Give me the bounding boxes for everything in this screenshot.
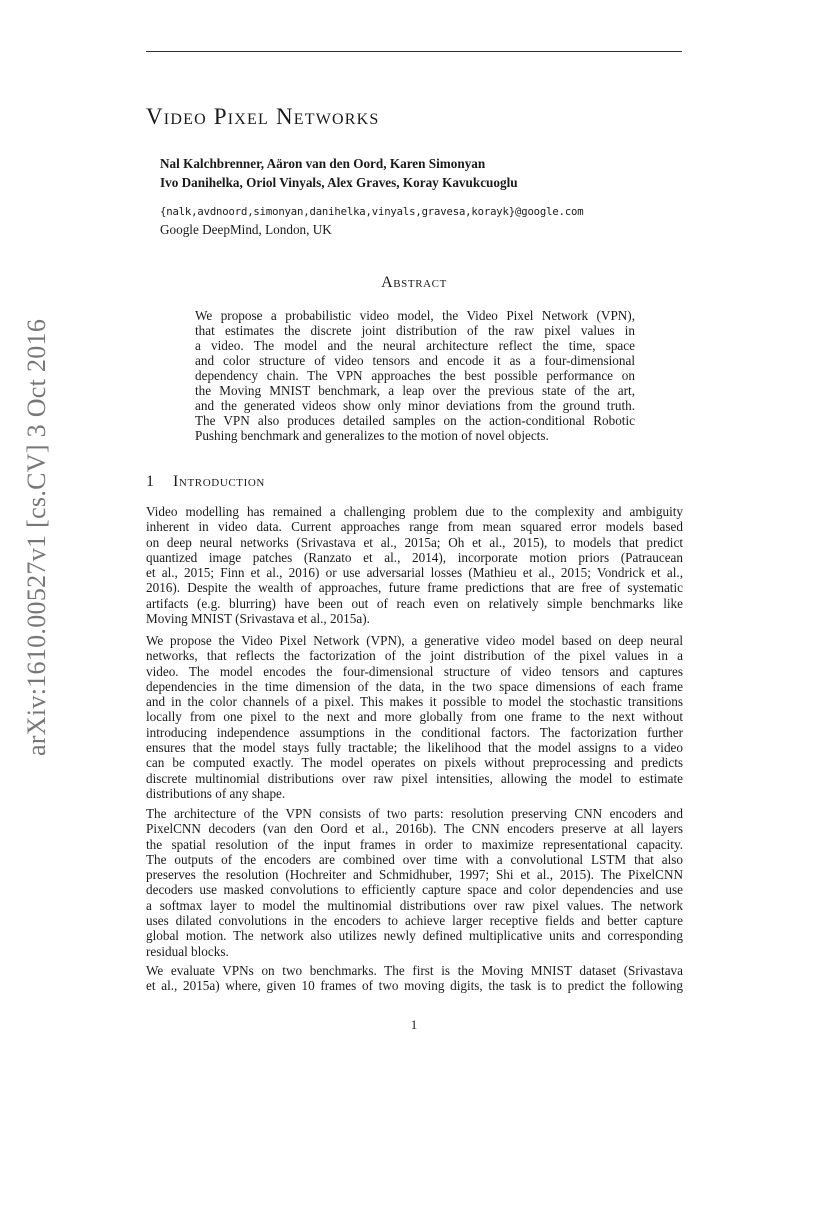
paragraph-line: Video modelling has remained a challenging problem due to the complexity and ambiguity (146, 504, 683, 519)
paragraph-line: preserves the resolution (Hochreiter and Schmidhuber, 1997; Shi et al., 2015). The PixelCNN (146, 867, 683, 883)
abstract-line: the Moving MNIST benchmark, a leap over the previous state of the art, (195, 383, 635, 398)
section-number: 1 (146, 473, 154, 490)
section-title: Introduction (173, 473, 265, 490)
top-rule (146, 51, 682, 52)
paragraph-line: et al., 2015; Finn et al., 2016) or use adversarial losses (Mathieu et al., 2015; Vondrick et al., (146, 565, 683, 581)
paragraph-line: on deep neural networks (Srivastava et al., 2015a; Oh et al., 2015), to models that predict (146, 534, 683, 550)
author-line: Ivo Danihelka, Oriol Vinyals, Alex Graves, Koray Kavukcuoglu (160, 175, 518, 190)
paragraph-line: can be computed exactly. The model operates on pixels without preprocessing and predicts (146, 755, 683, 771)
paragraph-line: Moving MNIST (Srivastava et al., 2015a). (146, 611, 370, 627)
paragraph-line: uses dilated convolutions in the encoders to achieve larger receptive fields and better capture (146, 913, 683, 929)
paragraph-line: distributions of any shape. (146, 785, 286, 801)
paper-title: Video Pixel Networks (146, 104, 380, 129)
paragraph-line: introducing independence assumptions in the conditional factors. The factorization further (146, 724, 683, 740)
author-emails: {nalk,avdnoord,simonyan,danihelka,vinyals,gravesa,korayk}@google.com (160, 206, 584, 218)
paragraph-line: PixelCNN decoders (van den Oord et al., 2016b). The CNN encoders preserve at all layers (146, 821, 683, 837)
abstract-line: that estimates the discrete joint distribution of the raw pixel values in (195, 323, 635, 338)
abstract-line: The VPN also produces detailed samples on the action-conditional Robotic (195, 413, 635, 428)
abstract-line: dependency chain. The VPN approaches the best possible performance on (195, 368, 635, 383)
abstract-body (195, 308, 635, 443)
paragraph-line: The outputs of the encoders are combined over time with a convolutional LSTM that also (146, 851, 683, 867)
paragraph-line: et al., 2015a) where, given 10 frames of two moving digits, the task is to predict the following (146, 978, 683, 994)
author-list (160, 154, 518, 192)
paragraph-line: artifacts (e.g. blurring) have been out of reach even on relatively simple benchmarks like (146, 595, 683, 611)
paragraph-line: The architecture of the VPN consists of two parts: resolution preserving CNN encoders and (146, 806, 683, 821)
paragraph-line: inherent in video data. Current approaches range from mean squared error models based (146, 519, 683, 535)
author-line: Nal Kalchbrenner, Aäron van den Oord, Karen Simonyan (160, 156, 486, 171)
paragraph-line: discrete multinomial distributions over raw pixel intensities, allowing the model to estimate (146, 770, 683, 786)
abstract-line: and color structure of video tensors and encode it as a four-dimensional (195, 353, 635, 368)
intro-paragraph (146, 963, 683, 994)
affiliation: Google DeepMind, London, UK (160, 222, 332, 237)
intro-paragraph (146, 633, 683, 801)
paragraph-line: We evaluate VPNs on two benchmarks. The first is the Moving MNIST dataset (Srivastava (146, 963, 683, 978)
paragraph-line: ensures that the model stays fully tractable; the likelihood that the model assigns to a video (146, 740, 683, 756)
paragraph-line: networks, that reflects the factorization of the joint distribution of the pixel values in a (146, 648, 683, 664)
paragraph-line: dependencies in the time dimension of the data, in the two space dimensions of each frame (146, 678, 683, 694)
abstract-heading: Abstract (381, 274, 447, 291)
abstract-line: a video. The model and the neural architecture reflect the time, space (195, 338, 635, 353)
section-heading (146, 473, 265, 491)
intro-paragraph (146, 504, 683, 626)
paragraph-line: and in the color channels of a pixel. This makes it possible to model the stochastic transitions (146, 694, 683, 710)
arxiv-stamp: arXiv:1610.00527v1 [cs.CV] 3 Oct 2016 (22, 318, 51, 756)
abstract-line: and the generated videos show only minor deviations from the ground truth. (195, 398, 635, 413)
paragraph-line: We propose the Video Pixel Network (VPN), a generative video model based on deep neural (146, 633, 683, 648)
paragraph-line: decoders use masked convolutions to efficiently capture space and color dependencies and use (146, 882, 683, 898)
paragraph-line: video. The model encodes the four-dimensional structure of video tensors and captures (146, 663, 683, 679)
paragraph-line: residual blocks. (146, 943, 229, 959)
paragraph-line: quantized image patches (Ranzato et al., 2014), incorporate motion priors (Patraucean (146, 549, 683, 565)
paragraph-line: locally from one pixel to the next and more globally from one frame to the next without (146, 709, 683, 725)
page-number: 1 (410, 1017, 418, 1032)
paragraph-line: global motion. The network also utilizes newly defined multiplicative units and corresponding (146, 928, 683, 944)
intro-paragraph (146, 806, 683, 959)
abstract-line: We propose a probabilistic video model, the Video Pixel Network (VPN), (195, 308, 635, 323)
paragraph-line: a softmax layer to model the multinomial distributions over raw pixel values. The network (146, 897, 683, 913)
abstract-line: Pushing benchmark and generalizes to the motion of novel objects. (195, 428, 549, 443)
arxiv-stamp-wrapper (22, 318, 52, 1226)
paragraph-line: the spatial resolution of the input frames in order to maximize representational capacity. (146, 836, 683, 852)
paragraph-line: 2016). Despite the wealth of approaches, future frame predictions that are free of systematic (146, 580, 683, 596)
